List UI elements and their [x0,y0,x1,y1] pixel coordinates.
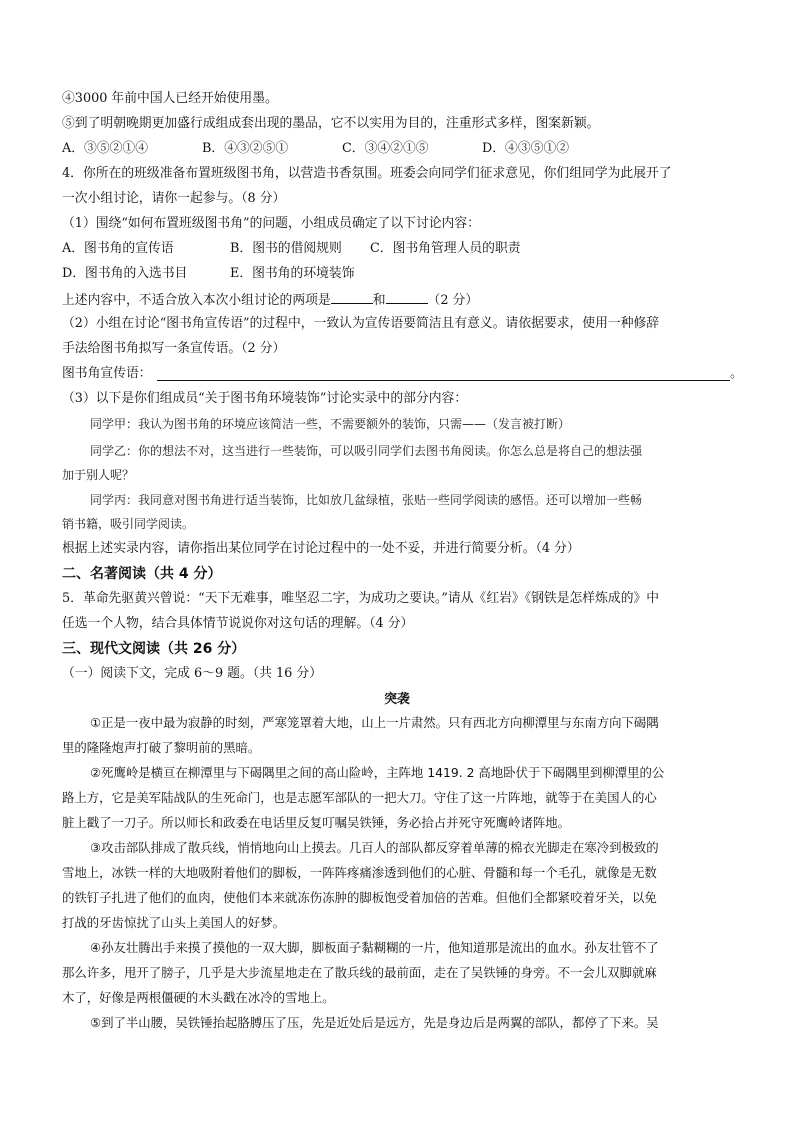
para-4-line1: ④孙友壮腾出手来摸了摸他的一双大脚，脚板面子黏糊糊的一片，他知道那是流出的血水。孙友壮管不了 [90,940,659,955]
q4-1-prompt: （1）围绕“如何布置班级图书角”的问题，小组成员确定了以下讨论内容： [62,216,480,231]
q3-item-5: ⑤到了明朝晚期更加盛行成组成套出现的墨品，它不以实用为目的，注重形式多样，图案新颖。 [62,116,600,131]
dialogue-student-b-line2: 加于别人呢？ [62,468,135,482]
para-3-line1: ③攻击部队排成了散兵线，悄悄地向山上摸去。几百人的部队都反穿着单薄的棉衣光脚走在寒冷到极致的 [90,840,659,855]
q4-1-question: 上述内容中，不适合放入本次小组讨论的两项是 和 （2 分） [62,289,478,311]
q5-line1: 5．革命先驱黄兴曾说：“天下无难事，唯坚忍二字，为成功之要诀。”请从《红岩》《钢铁是怎样炼成的》中 [62,591,660,606]
q3-option-c: C．③④②①⑤ [342,141,429,156]
q4-1-option-e: E．图书角的环境装饰 [230,266,355,281]
slogan-answer-line[interactable] [157,366,730,381]
dialogue-student-c-line1: 同学丙：我同意对图书角进行适当装饰，比如放几盆绿植，张贴一些同学阅读的感悟。还可以增加一些畅 [90,493,643,507]
q4-2-line2: 手法给图书角拟写一条宣传语。（2 分） [62,341,286,356]
article-title: 突袭 [384,692,410,707]
part-1-instructions: （一）阅读下文，完成 6～9 题。（共 16 分） [62,666,322,681]
dialogue-student-b-line1: 同学乙：你的想法不对，这当进行一些装饰，可以吸引同学们去图书角阅读。你怎么总是将自己的想法强 [90,444,643,458]
q4-3-question: 根据上述实录内容，请你指出某位同学在讨论过程中的一处不妥，并进行简要分析。（4 分） [62,541,580,556]
q3-option-a: A．③⑤②①④ [62,141,149,156]
answer-blank-2[interactable] [386,289,428,304]
slogan-end-mark: 。 [730,366,743,381]
q5-line2: 任选一个人物，结合具体情节说说你对这句话的理解。（4 分） [62,616,414,631]
section-2-heading: 二、名著阅读（共 4 分） [62,566,222,582]
q4-1-option-a: A．图书角的宣传语 [62,241,174,256]
para-2-line1: ②死鹰岭是横亘在柳潭里与下碣隅里之间的高山险岭，主阵地 1419. 2 高地卧伏于下碣隅里到柳潭里的公 [90,765,665,780]
para-3-line4: 打战的牙齿惊扰了山头上美国人的好梦。 [62,915,286,930]
q4-2-label: 图书角宣传语： [62,366,152,381]
para-2-line2: 路上方，它是美军陆战队的生死命门，也是志愿军部队的一把大刀。守住了这一片阵地，就等于在美国人的心 [62,790,657,805]
q4-2-line1: （2）小组在讨论“图书角宣传语”的过程中，一致认为宣传语要简洁且有意义。请依据要求，使用一种修辞 [62,316,660,331]
q4-1-option-d: D．图书角的入选书目 [62,266,188,281]
dialogue-student-c-line2: 销书籍，吸引同学阅读。 [62,517,195,531]
q3-option-b: B．④③②⑤① [202,141,289,156]
para-3-line2: 雪地上，冰铁一样的大地吸附着他们的脚板，一阵阵疼痛渗透到他们的心脏、骨髓和每一个毛孔，就像是无数 [62,865,657,880]
q3-item-4: ④3000 年前中国人已经开始使用墨。 [62,91,278,106]
para-5-line1: ⑤到了半山腰，吴铁锤抬起胳膊压了压，先是近处后是远方，先是身边后是两翼的部队，都停了下来。吴 [90,1015,659,1030]
q4-stem-line1: 4．你所在的班级准备布置班级图书角，以营造书香氛围。班委会向同学们征求意见，你们组同学为此展开了 [62,166,672,181]
q4-1-option-b: B．图书的借阅规则 [230,241,342,256]
para-4-line3: 木了，好像是两根僵硬的木头戳在冰冷的雪地上。 [62,990,335,1005]
para-1-line1: ①正是一夜中最为寂静的时刻，严寒笼罩着大地，山上一片肃然。只有西北方向柳潭里与东南方向下碣隅 [90,715,659,730]
para-2-line3: 脏上戳了一刀子。所以师长和政委在电话里反复叮嘱吴铁锤，务必拾占并死守死鹰岭诸阵地。 [62,815,571,830]
para-1-line2: 里的隆隆炮声打破了黎明前的黑暗。 [62,740,261,755]
q4-stem-line2: 一次小组讨论，请你一起参与。（8 分） [62,191,286,206]
q3-option-d: D．④③⑤①② [482,141,570,156]
para-4-line2: 那么许多，甩开了膀子，几乎是大步流星地走在了散兵线的最前面，走在了吴铁锤的身旁。不一会儿双脚就麻 [62,965,657,980]
answer-blank-1[interactable] [331,289,373,304]
q4-3-prompt: （3）以下是你们组成员“关于图书角环境装饰”讨论实录中的部分内容： [62,391,468,406]
section-3-heading: 三、现代文阅读（共 26 分） [62,641,246,657]
q4-1-option-c: C．图书角管理人员的职责 [370,241,521,256]
para-3-line3: 的铁钉子扎进了他们的血肉，使他们本来就冻伤冻肿的脚板饱受着加倍的苦难。但他们全都紧咬着牙关，以免 [62,890,657,905]
dialogue-student-a: 同学甲：我认为图书角的环境应该简洁一些，不需要额外的装饰，只需——（发言被打断） [90,417,571,431]
